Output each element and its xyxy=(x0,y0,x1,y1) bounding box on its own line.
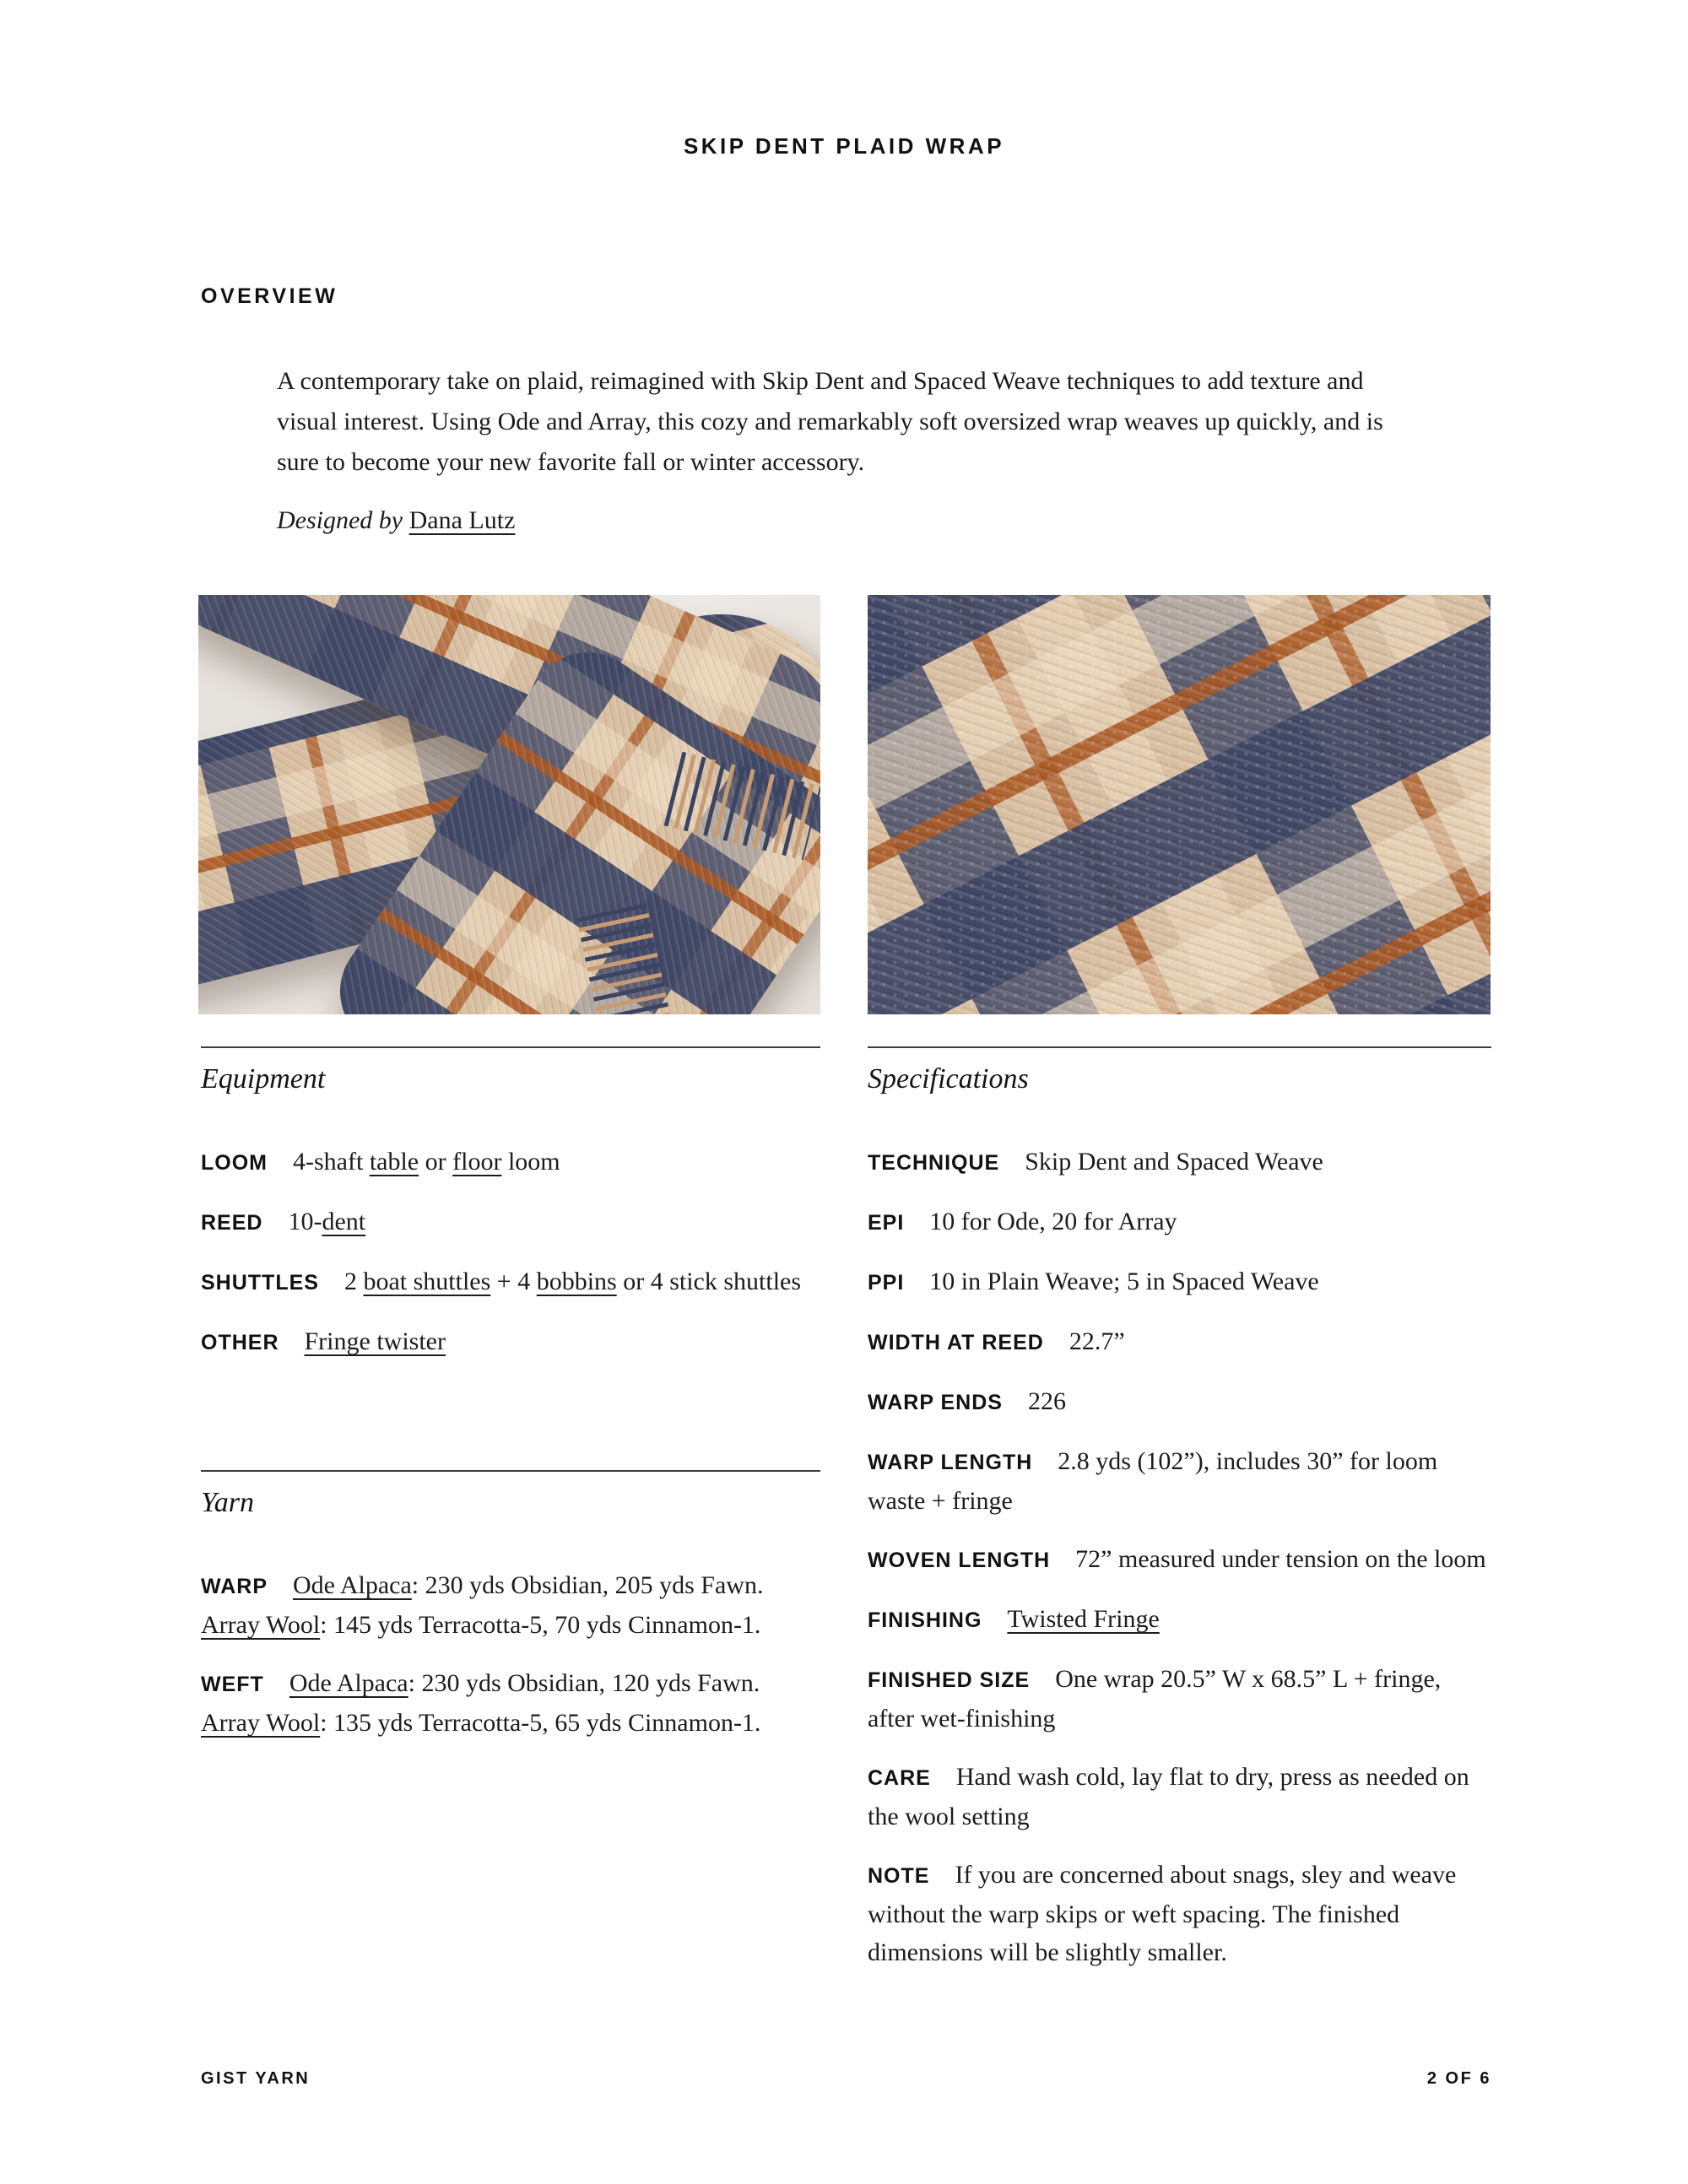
spec-label: PPI xyxy=(868,1271,905,1295)
scarf-photo xyxy=(198,595,820,1014)
yarn-rows xyxy=(201,1566,820,1742)
spec-row xyxy=(868,1856,1491,1971)
byline xyxy=(277,501,515,539)
footer-brand: GIST YARN xyxy=(201,2069,311,2088)
text-segment: One wrap 20.5” W x 68.5” L + fringe, after wet-finishing xyxy=(868,1665,1442,1733)
equipment-heading: Equipment xyxy=(201,1063,326,1095)
fabric-closeup-photo xyxy=(868,595,1491,1014)
spec-label: NOTE xyxy=(868,1864,930,1888)
spec-value xyxy=(293,1148,560,1176)
spec-label: TECHNIQUE xyxy=(868,1151,1000,1175)
spec-row xyxy=(201,1322,820,1362)
spec-value xyxy=(1075,1545,1486,1573)
spec-row xyxy=(201,1566,820,1644)
spec-value xyxy=(929,1268,1318,1295)
text-segment: 4-shaft xyxy=(293,1148,370,1176)
spec-value xyxy=(1025,1148,1323,1176)
spec-value xyxy=(868,1861,1456,1966)
spec-value xyxy=(288,1208,365,1235)
spec-row xyxy=(868,1758,1491,1835)
designer-link[interactable]: Dana Lutz xyxy=(408,506,516,534)
text-segment: : 230 yds Obsidian, 205 yds Fawn. xyxy=(411,1571,764,1599)
text-segment: : 135 yds Terracotta-5, 65 yds Cinnamon-1. xyxy=(320,1709,761,1737)
spec-label: WARP xyxy=(201,1575,268,1598)
spec-label: OTHER xyxy=(201,1331,279,1354)
byline-prefix: Designed by xyxy=(277,506,409,534)
specifications-heading: Specifications xyxy=(868,1063,1029,1095)
spec-row xyxy=(868,1203,1491,1242)
spec-label: REED xyxy=(201,1211,263,1235)
inline-link[interactable]: floor xyxy=(452,1148,502,1176)
overview-paragraph: A contemporary take on plaid, reimagined with Skip Dent and Spaced Weave techniques to add texture and visual interest. Using Ode and Array, this cozy and remarkably soft oversized wrap weaves up quickly, and is sure to become your new favorite fall or winter accessory. xyxy=(277,367,1383,476)
text-segment: 72” measured under tension on the loom xyxy=(1075,1545,1486,1573)
text-segment: 226 xyxy=(1027,1387,1066,1415)
inline-link[interactable]: boat shuttles xyxy=(363,1268,491,1295)
spec-row xyxy=(201,1664,820,1742)
spec-row xyxy=(201,1143,820,1182)
section-rule xyxy=(201,1470,820,1472)
spec-value xyxy=(1069,1327,1125,1355)
text-segment: or 4 stick shuttles xyxy=(616,1268,802,1295)
spec-label: LOOM xyxy=(201,1151,268,1175)
page-footer xyxy=(201,2069,1491,2089)
spec-value xyxy=(1028,1387,1066,1415)
equipment-rows xyxy=(201,1143,820,1362)
text-segment: 10- xyxy=(288,1208,322,1235)
spec-label: SHUTTLES xyxy=(201,1271,319,1295)
text-segment: 10 for Ode, 20 for Array xyxy=(929,1208,1177,1235)
spec-row xyxy=(868,1382,1491,1422)
text-segment: If you are concerned about snags, sley and weave without the warp skips or weft spacing. The finished dimensions will be slightly smaller. xyxy=(868,1861,1457,1966)
spec-label: WARP ENDS xyxy=(868,1391,1003,1414)
inline-link[interactable]: Twisted Fringe xyxy=(1007,1605,1160,1633)
inline-link[interactable]: table xyxy=(369,1148,419,1176)
inline-link[interactable]: Array Wool xyxy=(201,1611,321,1639)
text-segment: 22.7” xyxy=(1069,1327,1125,1355)
section-rule xyxy=(201,1046,820,1048)
spec-row xyxy=(868,1600,1491,1640)
spec-label: WARP LENGTH xyxy=(868,1451,1033,1474)
weave-texture xyxy=(868,595,1491,1014)
text-segment: Skip Dent and Spaced Weave xyxy=(1025,1148,1323,1176)
inline-link[interactable]: Ode Alpaca xyxy=(293,1571,412,1599)
spec-label: FINISHING xyxy=(868,1608,982,1632)
yarn-section xyxy=(201,1470,820,1762)
spec-row xyxy=(868,1143,1491,1182)
spec-label: EPI xyxy=(868,1211,905,1235)
spec-value xyxy=(305,1327,446,1355)
spec-label: CARE xyxy=(868,1766,931,1790)
equipment-section xyxy=(201,1046,820,1382)
spec-value xyxy=(868,1763,1469,1830)
inline-link[interactable]: Fringe twister xyxy=(304,1327,446,1355)
inline-link[interactable]: dent xyxy=(322,1208,366,1235)
spec-row xyxy=(868,1322,1491,1362)
text-segment: + 4 xyxy=(490,1268,537,1295)
spec-value xyxy=(201,1669,760,1737)
spec-row xyxy=(201,1203,820,1242)
spec-value xyxy=(344,1268,801,1295)
inline-link[interactable]: bobbins xyxy=(536,1268,617,1295)
spec-row xyxy=(868,1442,1491,1520)
text-segment: or xyxy=(419,1148,453,1176)
spec-row xyxy=(868,1660,1491,1738)
footer-page-number: 2 OF 6 xyxy=(1426,2069,1491,2088)
text-segment: 10 in Plain Weave; 5 in Spaced Weave xyxy=(929,1268,1319,1295)
specifications-rows xyxy=(868,1143,1491,1971)
spec-label: FINISHED SIZE xyxy=(868,1668,1031,1692)
spec-value xyxy=(1007,1605,1159,1633)
spec-value xyxy=(201,1571,763,1639)
inline-link[interactable]: Array Wool xyxy=(201,1709,321,1737)
spec-row xyxy=(868,1262,1491,1302)
spec-label: WEFT xyxy=(201,1673,264,1696)
spec-label: WIDTH AT REED xyxy=(868,1331,1044,1354)
spec-label: WOVEN LENGTH xyxy=(868,1549,1051,1572)
text-segment: 2 xyxy=(344,1268,364,1295)
spec-value xyxy=(929,1208,1177,1235)
text-segment: Hand wash cold, lay flat to dry, press as needed on the wool setting xyxy=(868,1763,1469,1830)
document-title: SKIP DENT PLAID WRAP xyxy=(683,133,1005,159)
yarn-heading: Yarn xyxy=(201,1487,255,1518)
spec-row xyxy=(868,1540,1491,1580)
text-segment: 2.8 yds (102”), includes 30” for loom waste + fringe xyxy=(868,1447,1438,1515)
spec-row xyxy=(201,1262,820,1302)
section-rule xyxy=(868,1046,1491,1048)
specifications-section xyxy=(868,1046,1491,1992)
text-segment: : 145 yds Terracotta-5, 70 yds Cinnamon-1. xyxy=(320,1611,761,1639)
text-segment: loom xyxy=(501,1148,560,1176)
inline-link[interactable]: Ode Alpaca xyxy=(289,1669,408,1697)
overview-heading: OVERVIEW xyxy=(201,284,338,308)
text-segment: : 230 yds Obsidian, 120 yds Fawn. xyxy=(408,1669,760,1697)
